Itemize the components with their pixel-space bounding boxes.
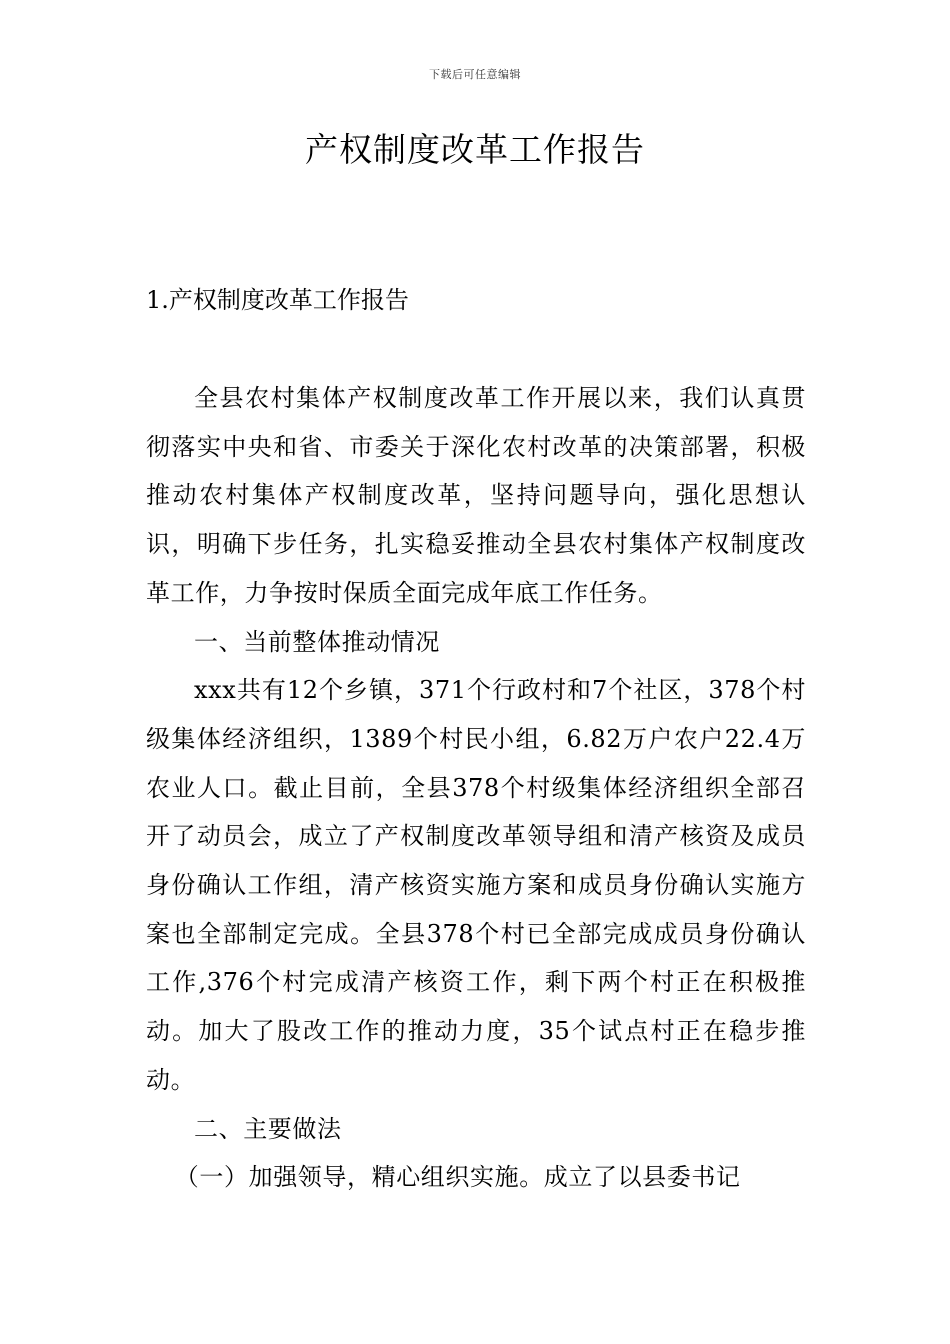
document-title: 产权制度改革工作报告 bbox=[305, 130, 645, 169]
subheading-current-situation: 一、当前整体推动情况 bbox=[194, 627, 440, 656]
section-heading: 1.产权制度改革工作报告 bbox=[146, 286, 409, 314]
paragraph-strengthen-leadership: （一）加强领导，精心组织实施。成立了以县委书记 bbox=[174, 1163, 741, 1192]
paragraph-current-situation: xxx共有12个乡镇，371个行政村和7个社区，378个村级集体经济组织，1389个村民小组，6.82万户农户22.4万农业人口。截止目前，全县378个村级集体经济组织全部召开了动员会，成立了产权制度改革领导组和清产核资及成员身份确认工作组，清产核资实施方案和成员身份确认实施方案也全部制定完成。全县378个村已全部完成成员身份确认工作,376个村完成清产核资工作，剩下两个村正在积极推动。加大了股改工作的推动力度，35个试点村正在稳步推动。 bbox=[146, 676, 806, 1094]
header-note: 下载后可任意编辑 bbox=[429, 68, 521, 81]
document-body bbox=[146, 374, 806, 1202]
subheading-main-practices: 二、主要做法 bbox=[194, 1114, 342, 1143]
paragraph-intro: 全县农村集体产权制度改革工作开展以来，我们认真贯彻落实中央和省、市委关于深化农村改革的决策部署，积极推动农村集体产权制度改革，坚持问题导向，强化思想认识，明确下步任务，扎实稳妥推动全县农村集体产权制度改革工作，力争按时保质全面完成年底工作任务。 bbox=[146, 384, 806, 607]
